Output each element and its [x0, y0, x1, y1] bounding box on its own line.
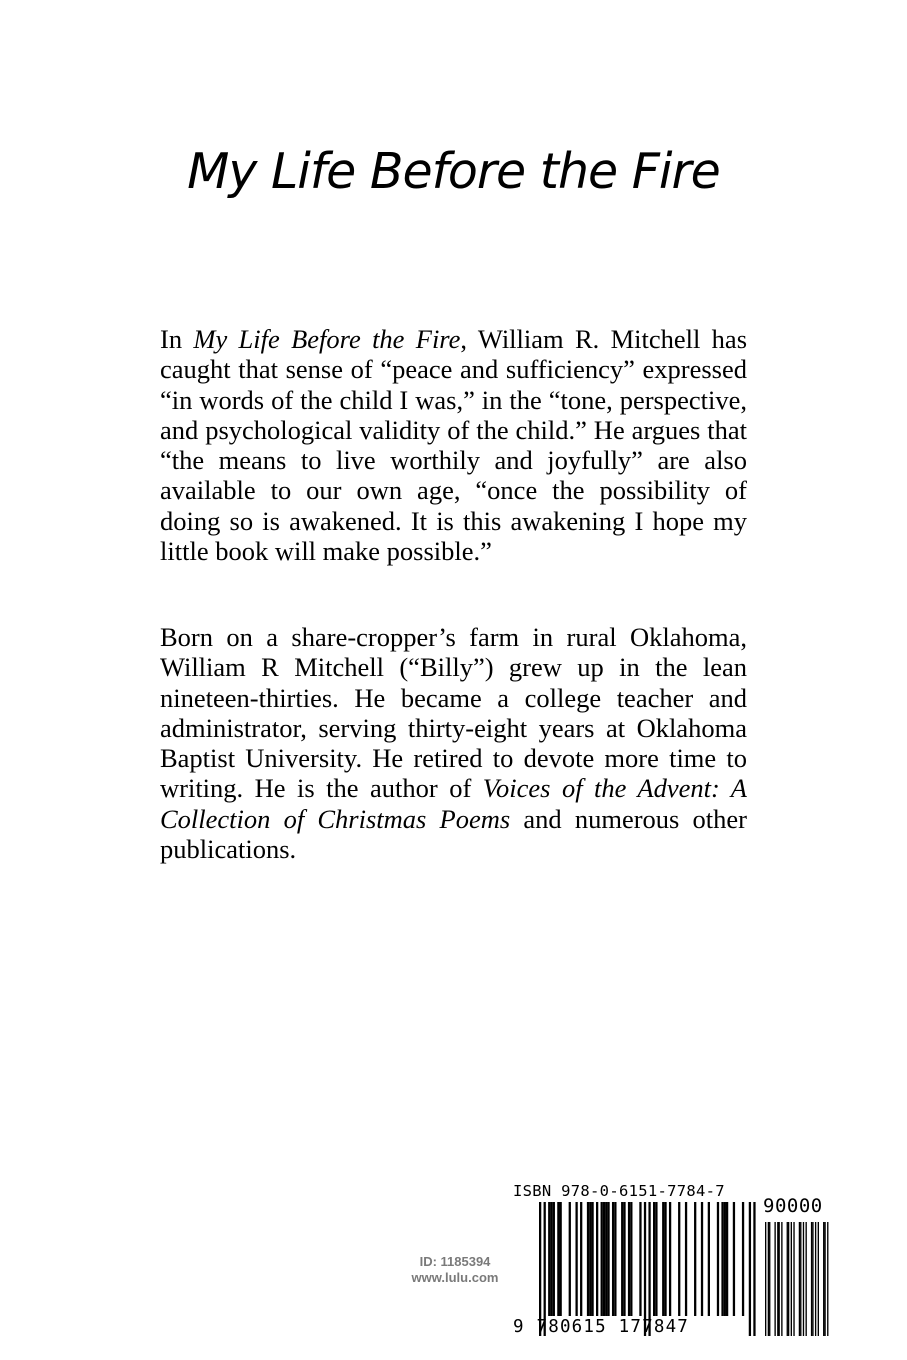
barcode-bar [589, 1202, 591, 1316]
barcode-bar [717, 1202, 719, 1316]
addon-bar [800, 1222, 801, 1336]
lulu-url: www.lulu.com [411, 1270, 499, 1285]
barcode-bar [639, 1202, 641, 1316]
addon-bar [765, 1222, 766, 1336]
barcode-bar [569, 1202, 571, 1316]
blurb-text: , William R. Mitchell has caught that sense of “peace and sufficiency” expressed “in words of the child I was,” in the “tone, perspective, and psychological validity of the child.” He argues that “the means to live worthily and joyfully” are also available to our own age, “once the possibility of doing so is awakened. It is this awakening I hope my little book will make possible.” [160, 324, 748, 567]
addon-bar [787, 1222, 788, 1336]
barcode-bar [662, 1202, 664, 1316]
addon-bar [791, 1222, 792, 1336]
barcode-bar [653, 1202, 655, 1316]
addon-bar [774, 1222, 775, 1336]
addon-bar [799, 1222, 800, 1336]
addon-bar [793, 1222, 794, 1336]
barcode-bar [708, 1202, 710, 1316]
price-code: 90000 [763, 1195, 823, 1217]
addon-bar [806, 1222, 807, 1336]
barcode-bar [548, 1202, 550, 1316]
author-bio-paragraph [160, 622, 747, 864]
barcode-bar [605, 1202, 607, 1316]
addon-bar [815, 1222, 816, 1336]
barcode-bar [591, 1202, 593, 1316]
barcode-bar [644, 1202, 646, 1336]
author-bio-end: and numerous other publications. [160, 803, 747, 865]
addon-bar [827, 1222, 828, 1336]
barcode-bar [655, 1202, 657, 1316]
addon-bar [781, 1222, 782, 1336]
author-other-book-title: Voices of the Advent: A Collection of Christmas Poems [160, 773, 747, 834]
addon-bar [803, 1222, 804, 1336]
barcode-bar [603, 1202, 605, 1316]
barcode-bar [587, 1202, 589, 1316]
barcode-bar [544, 1202, 546, 1336]
barcode-bar [612, 1202, 614, 1316]
barcode-bar [753, 1202, 755, 1336]
barcode-bar [749, 1202, 751, 1336]
barcode-bar [623, 1202, 625, 1316]
barcode-bar [701, 1202, 703, 1316]
isbn-label: ISBN 978-0-6151-7784-7 [513, 1182, 725, 1200]
addon-bar [824, 1222, 825, 1336]
ean-digits: 9 780615 177847 [513, 1317, 690, 1337]
barcode-bar [596, 1202, 598, 1316]
barcode-bar [614, 1202, 616, 1316]
author-bio-text: Born on a share-cropper’s farm in rural Oklahoma, William R Mitchell (“Billy”) grew up in the lean nineteen-thirties. He became a college teacher and administrator, serving thirty-eight years at Oklahoma Baptist University. He retired to devote more time to writing. He is the author of [160, 622, 747, 804]
barcode-bar [648, 1202, 650, 1336]
barcode-bar [557, 1202, 559, 1316]
blurb-paragraph [160, 324, 747, 566]
blurb-book-title: My Life Before the Fire [193, 324, 461, 354]
lulu-id: ID: 1185394 [419, 1254, 491, 1269]
barcode-bar [664, 1202, 666, 1316]
addon-bar [812, 1222, 813, 1336]
barcode-bar [724, 1202, 726, 1316]
barcode-bar [580, 1202, 582, 1316]
barcode-bar [607, 1202, 609, 1316]
addon-bar [779, 1222, 780, 1336]
barcode-bar [694, 1202, 696, 1316]
barcode-bar [628, 1202, 630, 1316]
barcode-bar [685, 1202, 687, 1316]
barcode-bar [539, 1202, 541, 1336]
isbn-barcode [513, 1180, 833, 1360]
addon-bar [769, 1222, 770, 1336]
barcode-bar [678, 1202, 680, 1316]
addon-bar [818, 1222, 819, 1336]
book-title: My Life Before the Fire [187, 143, 720, 200]
barcode-bar [601, 1202, 603, 1316]
barcode-bar [560, 1202, 562, 1316]
barcode-bar [721, 1202, 723, 1316]
barcode-bar [621, 1202, 623, 1316]
barcode-bar [742, 1202, 744, 1316]
barcode-bar [553, 1202, 555, 1316]
blurb-intro: In [160, 324, 183, 354]
addon-bar [777, 1222, 778, 1336]
addon-bar [788, 1222, 789, 1336]
addon-bar [768, 1222, 769, 1336]
barcode-bar [630, 1202, 632, 1316]
barcode-bar [726, 1202, 728, 1316]
addon-bar [811, 1222, 812, 1336]
barcode-bar [669, 1202, 671, 1316]
addon-bar [823, 1222, 824, 1336]
barcode-bar [550, 1202, 552, 1316]
barcode-bar [733, 1202, 735, 1316]
barcode-bar [575, 1202, 577, 1316]
